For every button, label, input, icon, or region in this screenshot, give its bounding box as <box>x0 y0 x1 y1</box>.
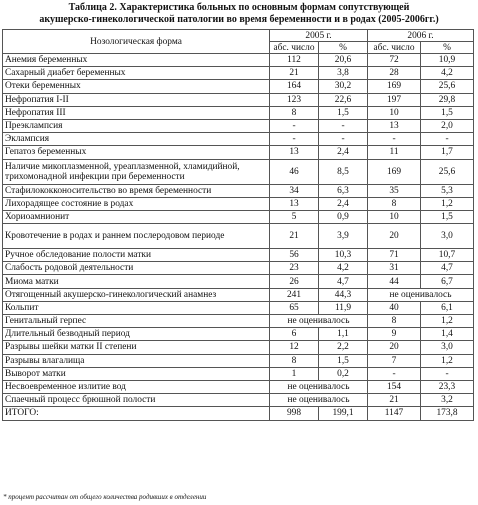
cell-abs-2005: 8 <box>270 106 319 119</box>
cell-abs-2005: 21 <box>270 67 319 80</box>
cell-pct-2005: 2,4 <box>319 146 368 159</box>
table-row <box>3 80 474 93</box>
cell-abs-2006: 20 <box>368 341 421 354</box>
row-name: Слабость родовой деятельности <box>3 262 270 275</box>
table-row <box>3 93 474 106</box>
row-name: Разрывы шейки матки II степени <box>3 341 270 354</box>
header-row-years <box>3 30 474 42</box>
cell-2005-not-assessed: не оценивалось <box>270 380 368 393</box>
cell-abs-2005: 998 <box>270 407 319 420</box>
table-row <box>3 133 474 146</box>
cell-pct-2006: 4,2 <box>421 67 474 80</box>
cell-abs-2005: 8 <box>270 354 319 367</box>
header-nosology: Нозологическая форма <box>3 30 270 54</box>
cell-abs-2005: 26 <box>270 275 319 288</box>
cell-abs-2005: - <box>270 133 319 146</box>
cell-abs-2005: 164 <box>270 80 319 93</box>
table-row <box>3 210 474 223</box>
row-name: Генитальный герпес <box>3 315 270 328</box>
table-body <box>3 30 474 421</box>
cell-pct-2005: 20,6 <box>319 54 368 67</box>
cell-pct-2005: 8,5 <box>319 159 368 184</box>
row-name: Нефропатия III <box>3 106 270 119</box>
cell-abs-2006: 13 <box>368 119 421 132</box>
cell-abs-2005: 46 <box>270 159 319 184</box>
row-name: Эклампсия <box>3 133 270 146</box>
table-row <box>3 367 474 380</box>
table-row <box>3 288 474 301</box>
cell-pct-2005: 6,3 <box>319 184 368 197</box>
table-row <box>3 328 474 341</box>
cell-abs-2006: 7 <box>368 354 421 367</box>
cell-abs-2006: 169 <box>368 159 421 184</box>
table-row <box>3 67 474 80</box>
row-name: Гепатоз беременных <box>3 146 270 159</box>
cell-pct-2005: 11,9 <box>319 301 368 314</box>
cell-pct-2006: 10,7 <box>421 249 474 262</box>
cell-pct-2005: 1,5 <box>319 354 368 367</box>
cell-abs-2006: 9 <box>368 328 421 341</box>
cell-abs-2006: 28 <box>368 67 421 80</box>
cell-pct-2005: 199,1 <box>319 407 368 420</box>
row-name: Несвоевременное излитие вод <box>3 380 270 393</box>
cell-abs-2005: 6 <box>270 328 319 341</box>
cell-abs-2006: 72 <box>368 54 421 67</box>
table-row <box>3 275 474 288</box>
cell-pct-2006: 2,0 <box>421 119 474 132</box>
cell-pct-2005: 1,1 <box>319 328 368 341</box>
cell-abs-2006: 21 <box>368 394 421 407</box>
cell-abs-2005: - <box>270 119 319 132</box>
cell-2006-not-assessed: не оценивалось <box>368 288 474 301</box>
cell-abs-2005: 1 <box>270 367 319 380</box>
cell-pct-2005: 0,2 <box>319 367 368 380</box>
caption-line-2: акушерско-гинекологической патологии во время беременности и в родах (2005-2006гг.) <box>39 14 439 25</box>
cell-abs-2005: 12 <box>270 341 319 354</box>
cell-abs-2006: 40 <box>368 301 421 314</box>
cell-pct-2006: 10,9 <box>421 54 474 67</box>
cell-pct-2006: 23,3 <box>421 380 474 393</box>
cell-pct-2006: 25,6 <box>421 159 474 184</box>
cell-abs-2005: 23 <box>270 262 319 275</box>
header-abs-2006: абс. число <box>368 42 421 54</box>
cell-pct-2005: 2,2 <box>319 341 368 354</box>
table-row <box>3 301 474 314</box>
table-row <box>3 106 474 119</box>
cell-pct-2006: 173,8 <box>421 407 474 420</box>
row-name: Спаечный процесс брюшной полости <box>3 394 270 407</box>
cell-abs-2005: 34 <box>270 184 319 197</box>
cell-abs-2006: - <box>368 367 421 380</box>
cell-pct-2006: 3,0 <box>421 224 474 249</box>
cell-abs-2005: 112 <box>270 54 319 67</box>
cell-abs-2005: 241 <box>270 288 319 301</box>
cell-pct-2005: 4,2 <box>319 262 368 275</box>
header-pct-2005: % <box>319 42 368 54</box>
cell-abs-2005: 5 <box>270 210 319 223</box>
table-row <box>3 184 474 197</box>
cell-abs-2006: - <box>368 133 421 146</box>
cell-abs-2005: 56 <box>270 249 319 262</box>
row-name: Ручное обследование полости матки <box>3 249 270 262</box>
cell-pct-2005: 4,7 <box>319 275 368 288</box>
table-row <box>3 119 474 132</box>
cell-pct-2006: 1,7 <box>421 146 474 159</box>
cell-pct-2005: 22,6 <box>319 93 368 106</box>
footnote: * процент рассчитан от общего количества родивших в отделении <box>3 493 207 501</box>
row-name: Стафилококконосительство во время беременности <box>3 184 270 197</box>
cell-pct-2005: 1,5 <box>319 106 368 119</box>
cell-pct-2006: 29,8 <box>421 93 474 106</box>
cell-pct-2006: - <box>421 367 474 380</box>
cell-abs-2005: 21 <box>270 224 319 249</box>
table-row <box>3 249 474 262</box>
cell-abs-2006: 8 <box>368 197 421 210</box>
table-row <box>3 354 474 367</box>
cell-pct-2006: 3,0 <box>421 341 474 354</box>
table-row <box>3 54 474 67</box>
table-row <box>3 262 474 275</box>
row-name: Отеки беременных <box>3 80 270 93</box>
cell-2005-not-assessed: не оценивалось <box>270 394 368 407</box>
row-name: Анемия беременных <box>3 54 270 67</box>
cell-pct-2005: 44,3 <box>319 288 368 301</box>
cell-pct-2006: 1,2 <box>421 354 474 367</box>
cell-pct-2006: 1,4 <box>421 328 474 341</box>
pathology-table <box>2 29 474 421</box>
row-name: Хориоамнионит <box>3 210 270 223</box>
table-row <box>3 341 474 354</box>
cell-pct-2005: 3,8 <box>319 67 368 80</box>
cell-abs-2006: 197 <box>368 93 421 106</box>
cell-pct-2005: - <box>319 133 368 146</box>
cell-abs-2006: 20 <box>368 224 421 249</box>
cell-pct-2005: 3,9 <box>319 224 368 249</box>
cell-pct-2005: 2,4 <box>319 197 368 210</box>
cell-pct-2005: 0,9 <box>319 210 368 223</box>
table-row <box>3 159 474 184</box>
cell-abs-2005: 65 <box>270 301 319 314</box>
cell-pct-2006: 1,5 <box>421 106 474 119</box>
cell-pct-2006: 1,2 <box>421 315 474 328</box>
header-year-2006: 2006 г. <box>368 30 474 42</box>
header-year-2005: 2005 г. <box>270 30 368 42</box>
table-row <box>3 407 474 420</box>
cell-abs-2006: 71 <box>368 249 421 262</box>
cell-pct-2006: 4,7 <box>421 262 474 275</box>
cell-pct-2006: 6,1 <box>421 301 474 314</box>
cell-pct-2006: 5,3 <box>421 184 474 197</box>
cell-pct-2006: 6,7 <box>421 275 474 288</box>
row-name: Разрывы влагалища <box>3 354 270 367</box>
caption-line-1: Таблица 2. Характеристика больных по основным формам сопутствующей <box>68 2 410 13</box>
row-name: Кольпит <box>3 301 270 314</box>
table-caption <box>0 2 478 26</box>
table-row <box>3 197 474 210</box>
cell-pct-2005: - <box>319 119 368 132</box>
row-name: Лихорадящее состояние в родах <box>3 197 270 210</box>
table-row <box>3 394 474 407</box>
cell-abs-2006: 8 <box>368 315 421 328</box>
cell-pct-2006: - <box>421 133 474 146</box>
cell-abs-2006: 10 <box>368 210 421 223</box>
cell-pct-2006: 3,2 <box>421 394 474 407</box>
table-row <box>3 315 474 328</box>
cell-abs-2006: 11 <box>368 146 421 159</box>
cell-pct-2006: 1,2 <box>421 197 474 210</box>
cell-abs-2006: 10 <box>368 106 421 119</box>
cell-abs-2006: 154 <box>368 380 421 393</box>
cell-abs-2006: 1147 <box>368 407 421 420</box>
header-abs-2005: абс. число <box>270 42 319 54</box>
cell-abs-2005: 13 <box>270 146 319 159</box>
cell-abs-2006: 31 <box>368 262 421 275</box>
row-name: ИТОГО: <box>3 407 270 420</box>
cell-2005-not-assessed: не оценивалось <box>270 315 368 328</box>
row-name: Отягощенный акушерско-гинекологический анамнез <box>3 288 270 301</box>
cell-pct-2005: 30,2 <box>319 80 368 93</box>
cell-abs-2006: 44 <box>368 275 421 288</box>
cell-abs-2006: 35 <box>368 184 421 197</box>
row-name: Преэклампсия <box>3 119 270 132</box>
cell-abs-2005: 123 <box>270 93 319 106</box>
cell-pct-2006: 1,5 <box>421 210 474 223</box>
row-name: Длительный безводный период <box>3 328 270 341</box>
cell-abs-2006: 169 <box>368 80 421 93</box>
header-pct-2006: % <box>421 42 474 54</box>
table-row <box>3 380 474 393</box>
cell-abs-2005: 13 <box>270 197 319 210</box>
row-name: Миома матки <box>3 275 270 288</box>
table-row <box>3 224 474 249</box>
cell-pct-2006: 25,6 <box>421 80 474 93</box>
row-name: Выворот матки <box>3 367 270 380</box>
row-name: Кровотечение в родах и раннем послеродовом периоде <box>3 224 270 249</box>
row-name: Сахарный диабет беременных <box>3 67 270 80</box>
cell-pct-2005: 10,3 <box>319 249 368 262</box>
table-row <box>3 146 474 159</box>
row-name: Нефропатия I-II <box>3 93 270 106</box>
row-name: Наличие микоплазменной, уреаплазменной, хламидийной, трихомонадной инфекции при беременности <box>3 159 270 184</box>
